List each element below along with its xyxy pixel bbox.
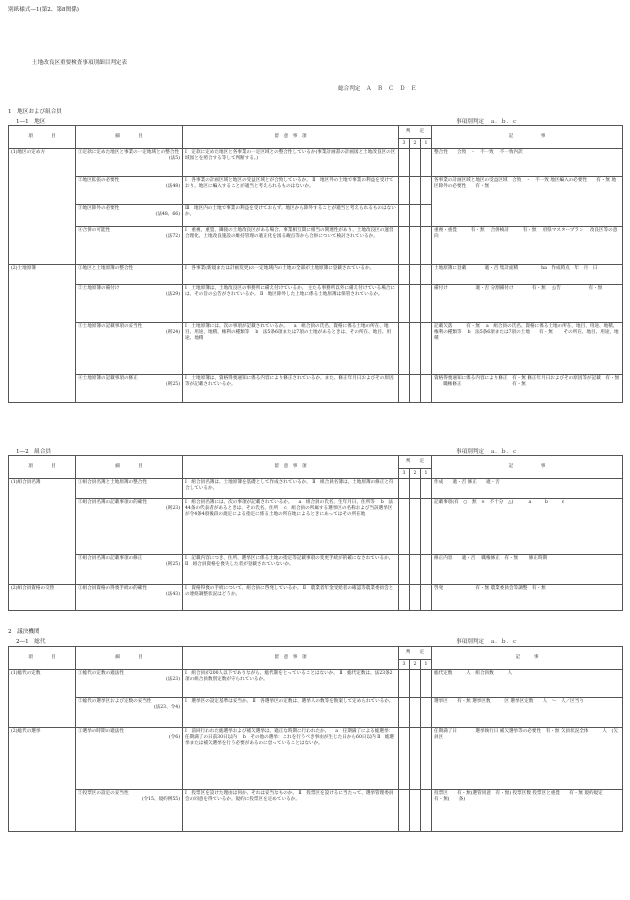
- section-2-title: 2 議決機関: [8, 629, 40, 635]
- row-ref: (法43): [165, 591, 180, 597]
- col-detail: 細 目: [76, 456, 183, 479]
- row-record: 資格得喪通知に係る内容により修正 有・無 修正年月日およびその原因等が記載 有・無 職権修正 有・無: [432, 375, 623, 403]
- judgement-cell[interactable]: [399, 555, 410, 585]
- judgement-cell[interactable]: [399, 698, 410, 728]
- row-ref: (法48、66): [155, 211, 180, 217]
- row-record: 重複・重畳 有・無 合併検討 有・無 府県マスタープラン 改良区等の意向: [432, 227, 623, 265]
- row-detail: ②土地原簿の備付け: [78, 286, 120, 291]
- judgement-cell[interactable]: [399, 323, 410, 375]
- table-row: [9, 285, 623, 323]
- judgement-cell[interactable]: [421, 698, 432, 728]
- row-record: 土地原簿に登載 適・否 集計面積 ha 作成時点 年 月 日: [432, 265, 623, 285]
- row-item: (2)土地原簿: [9, 265, 76, 403]
- doc-title: 土地改良区重要検査事項別細目判定表: [32, 60, 128, 66]
- judgement-cell[interactable]: [410, 670, 421, 698]
- row-detail: ①定款に定めた地区と事業の一定地域との整合性: [78, 150, 180, 155]
- row-ref: (法72): [165, 233, 180, 239]
- judgement-cell[interactable]: [410, 790, 421, 832]
- table-row: [9, 265, 623, 285]
- row-detail: ②地区拡張の必要性: [78, 178, 120, 183]
- col-judgement: 判 定: [399, 126, 432, 139]
- row-detail: ③土地原簿の記載事項の妥当性: [78, 324, 143, 329]
- row-ref: (令6): [168, 734, 180, 740]
- col-item: 項 目: [9, 647, 76, 670]
- subsection-1-1-title: 1―1 地区: [16, 119, 46, 125]
- subsection-2-1-title: 2―1 総代: [16, 639, 46, 645]
- judgement-cell[interactable]: [421, 323, 432, 375]
- col-notes: 留 意 事 項: [183, 647, 399, 670]
- col-j3: 3: [399, 660, 410, 670]
- judgement-cell[interactable]: [399, 265, 410, 285]
- judgement-cell[interactable]: [399, 479, 410, 499]
- judgement-cell[interactable]: [399, 499, 410, 555]
- table-2-1: [8, 646, 623, 832]
- col-item: 項 目: [9, 456, 76, 479]
- col-judgement: 判 定: [399, 456, 432, 469]
- row-notes: Ⅰ 土地原簿は、資格得喪通知に係る内容により修正されているか。また、修正年月日およびその原因等が記載されているか。: [183, 375, 399, 403]
- section-1-title: 1 地区および組合員: [8, 109, 62, 115]
- judgement-cell[interactable]: [399, 790, 410, 832]
- col-record: 記 事: [432, 456, 623, 479]
- table-row: [9, 698, 623, 728]
- col-notes: 留 意 事 項: [183, 126, 399, 149]
- row-notes: Ⅰ 選挙区の設定基準は妥当か。 Ⅱ 各選挙区の定数は、選挙人の数等を勘案して定められているか。: [183, 698, 399, 728]
- row-detail: ②組合員名簿の記載事項の的確性: [78, 500, 147, 505]
- overall-judgement: 総合判定 Ａ Ｂ Ｃ Ｄ Ｅ: [338, 86, 417, 92]
- col-item: 項 目: [9, 126, 76, 149]
- subsection-2-1-judgement: 事項別判定 ａ．ｂ．ｃ: [456, 639, 518, 645]
- judgement-cell[interactable]: [410, 149, 421, 177]
- table-row: [9, 585, 623, 611]
- row-notes: Ⅰ 重複、重畳、隣接の土地改良区がある場合、事業相互間に相当の関連性があり、土地改良区の運営合理化、土地改良施設の維持管理の適正化を図る観点等から合併について検討されているか。: [183, 227, 399, 265]
- subsection-1-2-judgement: 事項別判定 ａ．ｂ．ｃ: [456, 449, 518, 455]
- row-item: (1)地区の定め方: [9, 149, 76, 265]
- row-notes: Ⅰ 投票区を設けた理由は何か、それは妥当なものか。 Ⅱ 投票区を設けるに当たって、選挙管理委員会の同意を得ているか。規約に投票区を定めているか。: [183, 790, 399, 832]
- row-detail: ①組合員資格の得喪手続の的確性: [78, 586, 147, 591]
- row-detail: ①選挙の時期の適法性: [78, 729, 124, 734]
- row-ref: (法48): [165, 183, 180, 189]
- judgement-cell[interactable]: [399, 149, 410, 177]
- row-record: 啓発 有・無 農業委員会等調整 有・無: [432, 585, 623, 611]
- judgement-cell[interactable]: [410, 499, 421, 555]
- row-record: 整合性 合致 ・ 不一致 不一致内訳: [432, 149, 623, 177]
- row-notes: Ⅰ 組合員名簿は、土地原簿を基礎として作成されているか。 Ⅱ 組合員名簿は、土地原簿の修正と符合しているか。: [183, 479, 399, 499]
- table-1-2: [8, 455, 623, 611]
- row-record: 各事業の計画区域と地区の受益区域 合致 ・ 不一致 地区編入の必要性 有・無 地区除外の必要性 有・無: [432, 177, 623, 227]
- row-detail: ④土地原簿の記載事項の修正: [78, 376, 138, 381]
- judgement-cell[interactable]: [410, 285, 421, 323]
- row-detail: ②総代の選挙区および定数の妥当性: [78, 699, 152, 704]
- judgement-cell[interactable]: [421, 585, 432, 611]
- table-row: [9, 479, 623, 499]
- row-record: 修正内容 適・否 職権修正 有・無 修正時期: [432, 555, 623, 585]
- judgement-cell[interactable]: [399, 375, 410, 403]
- row-ref: (令15、規約例55): [141, 796, 180, 802]
- judgement-cell[interactable]: [410, 177, 421, 205]
- col-j1: 1: [421, 660, 432, 670]
- judgement-cell[interactable]: [421, 285, 432, 323]
- row-ref: (則24): [165, 329, 180, 335]
- col-j1: 1: [421, 469, 432, 479]
- judgement-cell[interactable]: [399, 205, 410, 227]
- col-j3: 3: [399, 139, 410, 149]
- row-detail: ③地区除外の必要性: [78, 206, 120, 211]
- table-row: [9, 375, 623, 403]
- judgement-cell[interactable]: [421, 375, 432, 403]
- row-record: 備付け 適・否 分割備付け 有・無 公告 有・無: [432, 285, 623, 323]
- row-ref: (法23): [165, 676, 180, 682]
- row-notes: Ⅰ 記載内容につき、住所、選挙区に係る土地の指定等記載事項の変更手続が的確になされているか。 Ⅱ 組合員資格を喪失した者が登載されていないか。: [183, 555, 399, 585]
- row-item: (1)組合員名簿: [9, 479, 76, 585]
- judgement-cell[interactable]: [410, 375, 421, 403]
- judgement-cell[interactable]: [410, 555, 421, 585]
- judgement-cell[interactable]: [399, 670, 410, 698]
- row-record: 総代定数 人 組合員数 人: [432, 670, 623, 698]
- judgement-cell[interactable]: [399, 177, 410, 205]
- row-detail: ①地区と土地原簿の整合性: [78, 266, 134, 271]
- judgement-cell[interactable]: [421, 149, 432, 177]
- table-row: [9, 323, 623, 375]
- row-detail: ②投票区の設定の妥当性: [78, 791, 129, 796]
- subsection-1-2-title: 1―2 組合員: [16, 449, 52, 455]
- form-label: 別紙様式―1(第2、第8関係): [8, 7, 79, 13]
- row-detail: ③組合員名簿の記載事項の修正: [78, 556, 143, 561]
- col-record: 記 事: [432, 126, 623, 149]
- row-item: (2)組合員資格の交替: [9, 585, 76, 611]
- judgement-cell[interactable]: [399, 585, 410, 611]
- col-judgement: 判 定: [399, 647, 432, 660]
- row-record: 記載事項(有 ○ 無 × 不十分 △) a b c: [432, 499, 623, 555]
- judgement-cell[interactable]: [421, 177, 432, 205]
- table-row: [9, 227, 623, 265]
- judgement-cell[interactable]: [421, 670, 432, 698]
- table-row: [9, 499, 623, 555]
- col-record: 記 事: [432, 647, 623, 670]
- judgement-cell[interactable]: [410, 728, 421, 790]
- judgement-cell[interactable]: [410, 585, 421, 611]
- row-record: 記載欠落 有・無 a 組合員の氏名、資格に係る土地の所在、地目、用途、地積、権利の種類等 b 法5条6項または7項の土地 有・無 その所在、地目、用途、地積: [432, 323, 623, 375]
- col-j2: 2: [410, 139, 421, 149]
- judgement-cell[interactable]: [421, 790, 432, 832]
- row-record: 任期満了日 選挙執行日 補欠選挙等の必要性 有・無 欠員状況全体 人 (欠員区: [432, 728, 623, 790]
- col-j2: 2: [410, 469, 421, 479]
- judgement-cell[interactable]: [421, 227, 432, 265]
- row-notes: Ⅰ 土地原簿には、次の事項が記載されているか。 a 組合員の氏名、資格に係る土地の所在、地目、用途、地積、権利の種類等 b 法5条6項または7項の土地があるときは、その所在、地目、用途、地積: [183, 323, 399, 375]
- table-row: [9, 149, 623, 177]
- row-notes: Ⅰ 定款に定めた地区と各事業の一定区域との整合性しているか(事業計画書の計画図と土地改良区の区域図とを照合する等して判断する。): [183, 149, 399, 177]
- judgement-cell[interactable]: [421, 555, 432, 585]
- row-ref: (則25): [165, 561, 180, 567]
- judgement-cell[interactable]: [399, 227, 410, 265]
- row-notes: Ⅲ 地区内の土地で事業の利益を受けておらず、地区から除外することが適当と考えられるものはないか。: [183, 205, 399, 227]
- row-notes: Ⅰ 資格得喪の手続について、組合員に啓発しているか。 Ⅱ 農業者年金受給者の確認等農業委員会との連絡調整状況はどうか。: [183, 585, 399, 611]
- table-row: [9, 790, 623, 832]
- col-j1: 1: [421, 139, 432, 149]
- judgement-cell[interactable]: [399, 285, 410, 323]
- row-item: (1)総代の定数: [9, 670, 76, 728]
- row-ref: (則25): [165, 381, 180, 387]
- judgement-cell[interactable]: [410, 265, 421, 285]
- row-notes: Ⅰ 組合員名簿には、次の事項が記載されているか。 a 組合員の氏名、生年月日、住所等 b 法44条の代表者があるときは、その氏名、住所 c 組合員の所属する選挙区の名称および当該選挙区が令4条4項後段の規定による指定に係る土地の所在地によるときにあってはその所在地: [183, 499, 399, 555]
- table-1-1: [8, 125, 623, 403]
- table-row: [9, 555, 623, 585]
- col-detail: 細 目: [76, 126, 183, 149]
- judgement-cell[interactable]: [399, 728, 410, 790]
- table-row: [9, 670, 623, 698]
- row-ref: (則23): [165, 505, 180, 511]
- judgement-cell[interactable]: [410, 323, 421, 375]
- row-detail: ①組合員名簿と土地原簿の整合性: [78, 480, 147, 485]
- judgement-cell[interactable]: [410, 479, 421, 499]
- col-detail: 細 目: [76, 647, 183, 670]
- judgement-cell[interactable]: [410, 227, 421, 265]
- row-notes: Ⅰ 土地原簿は、土地改良区の事務所に備え付けているか。 主たる事務所以外に備え付けている場合には、その旨の公告がされているか。 Ⅱ 地区除外した上地に係る土地原簿は保管されているか。: [183, 285, 399, 323]
- row-item: (2)総代の選挙: [9, 728, 76, 832]
- judgement-cell[interactable]: [410, 205, 421, 227]
- row-notes: Ⅰ 組合員が200人以下でありながら、総代制をとっていることはないか。 Ⅱ 総代定数は、法23条2項の組合員数別定数が守られているか。: [183, 670, 399, 698]
- table-row: [9, 177, 623, 205]
- judgement-cell[interactable]: [421, 728, 432, 790]
- row-notes: Ⅰ 前回行われた総選挙および補欠選挙は、適正な時期に行われたか。 a 任期満了による総選挙：任期満了の日前30日以内 b その他の選挙：これを行うべき事由が生じた日から60日以内 Ⅱ 総選挙または補欠選挙を行う必要があるのに怠っていることはないか。: [183, 728, 399, 790]
- judgement-cell[interactable]: [421, 265, 432, 285]
- row-notes: Ⅰ 各事業の計画区域と地区の受益区域とが合致しているか。 Ⅱ 地区外の土地で事業の利益を受けており、地区に編入することが適当と考えられるものはないか。: [183, 177, 399, 205]
- row-notes: Ⅰ 各事業(新規または計画変更)の一定地域内の土地の全部が土地原簿に登載されているか。: [183, 265, 399, 285]
- judgement-cell[interactable]: [421, 499, 432, 555]
- col-notes: 留 意 事 項: [183, 456, 399, 479]
- col-j3: 3: [399, 469, 410, 479]
- table-row: [9, 728, 623, 790]
- row-record: 選挙区 有・無 選挙区数 区 選挙区定数 人 〜 人／区当り: [432, 698, 623, 728]
- subsection-1-1-judgement: 事項別判定 ａ．ｂ．ｃ: [456, 119, 518, 125]
- row-detail: ④合併の可能性: [78, 228, 111, 233]
- row-ref: (法23、令4): [153, 704, 180, 710]
- judgement-cell[interactable]: [421, 205, 432, 227]
- judgement-cell[interactable]: [410, 698, 421, 728]
- row-ref: (法29): [165, 291, 180, 297]
- row-record: 投票区 有・無(選管同意 有・無) 投票区数 投票区と重畳 有・無 規約規定 有・無( 条): [432, 790, 623, 832]
- col-j2: 2: [410, 660, 421, 670]
- row-ref: (法5): [168, 155, 180, 161]
- judgement-cell[interactable]: [421, 479, 432, 499]
- row-record: 作成 適・否 修正 適・否: [432, 479, 623, 499]
- row-detail: ①総代の定数の適法性: [78, 671, 124, 676]
